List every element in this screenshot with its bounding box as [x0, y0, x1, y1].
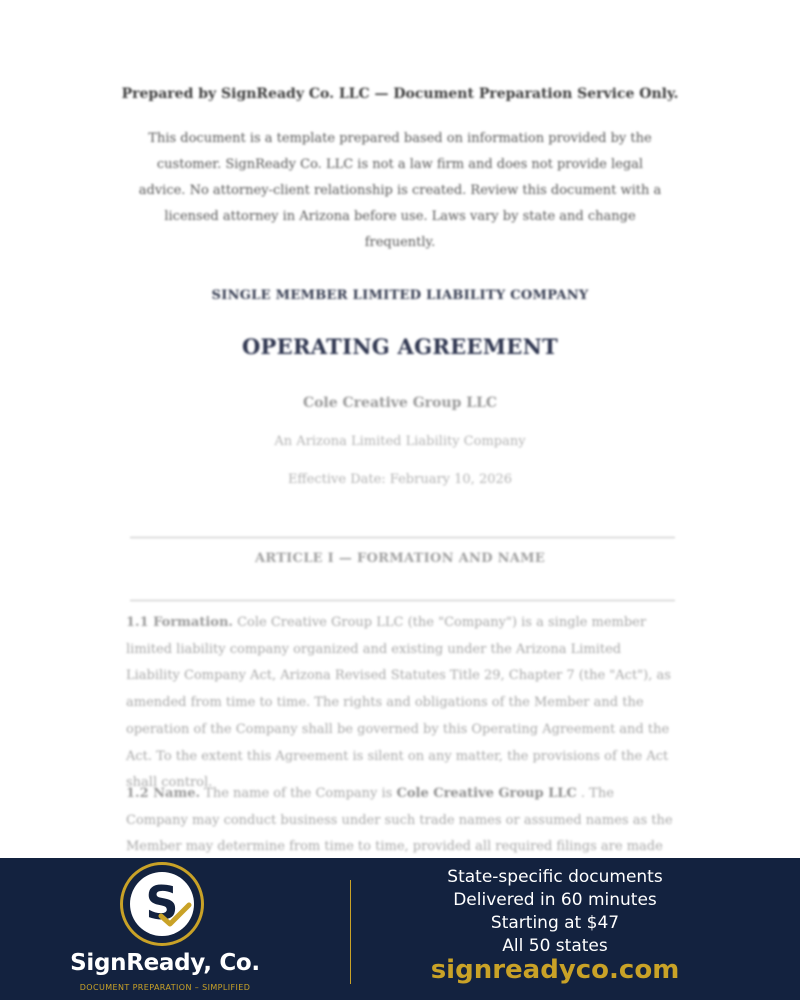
feature-delivery-time: Delivered in 60 minutes	[453, 890, 657, 910]
prepared-by-line: Prepared by SignReady Co. LLC — Document Preparation Service Only.	[121, 86, 679, 102]
feature-state-specific: State-specific documents	[447, 867, 663, 887]
logo-inner-circle	[130, 872, 194, 936]
divider-rule-bottom	[130, 600, 675, 601]
banner-divider	[350, 880, 351, 984]
section-1-2-company-name: Cole Creative Group LLC	[396, 786, 577, 801]
checkmark-icon	[158, 902, 192, 928]
document-subtitle: SINGLE MEMBER LIMITED LIABILITY COMPANY	[211, 288, 589, 303]
effective-date: Effective Date: February 10, 2026	[287, 472, 513, 487]
section-1-1	[126, 610, 678, 797]
signready-logo-icon	[120, 862, 204, 946]
brand-name: SignReady, Co.	[70, 950, 260, 976]
feature-coverage: All 50 states	[502, 936, 608, 956]
section-1-1-heading: 1.1 Formation.	[126, 615, 233, 630]
article-heading: ARTICLE I — FORMATION AND NAME	[254, 551, 546, 566]
section-1-2-text-before: The name of the Company is	[200, 786, 397, 801]
company-name: Cole Creative Group LLC	[302, 395, 498, 411]
section-1-2-heading: 1.2 Name.	[126, 786, 201, 801]
disclaimer-text: This document is a template prepared based on information provided by the customer. SignReady Co. LLC is not a law firm and does not provide legal advice. No attorney-client relationship is created. Review this document with a licensed attorney in Arizona before use. Laws vary by state and change frequently.	[138, 131, 662, 250]
section-1-2	[126, 781, 678, 858]
company-type: An Arizona Limited Liability Company	[274, 434, 526, 449]
section-1-2-text-after: . The Company may conduct business under such trade names or assumed names as the Member may determine from time to time, provided all required filings are made	[126, 786, 673, 855]
feature-price: Starting at $47	[490, 913, 620, 933]
divider-rule-top	[130, 537, 675, 538]
brand-tagline: DOCUMENT PREPARATION – SIMPLIFIED	[79, 983, 251, 992]
document-title: OPERATING AGREEMENT	[241, 334, 559, 359]
section-1-1-text: Cole Creative Group LLC (the "Company") is a single member limited liability company organized and existing under the Arizona Limited Liability Company Act, Arizona Revised Statutes Title 29, Chapter 7 (the "Act"), as amended from time to time. The rights and obligations of the Member and the operation of the Company shall be governed by this Operating Agreement and the Act. To the extent this Agreement is silent on any matter, the provisions of the Act shall control.	[126, 615, 671, 791]
website-link[interactable]: signreadyco.com	[430, 955, 680, 985]
logo-letter: S	[145, 876, 179, 930]
